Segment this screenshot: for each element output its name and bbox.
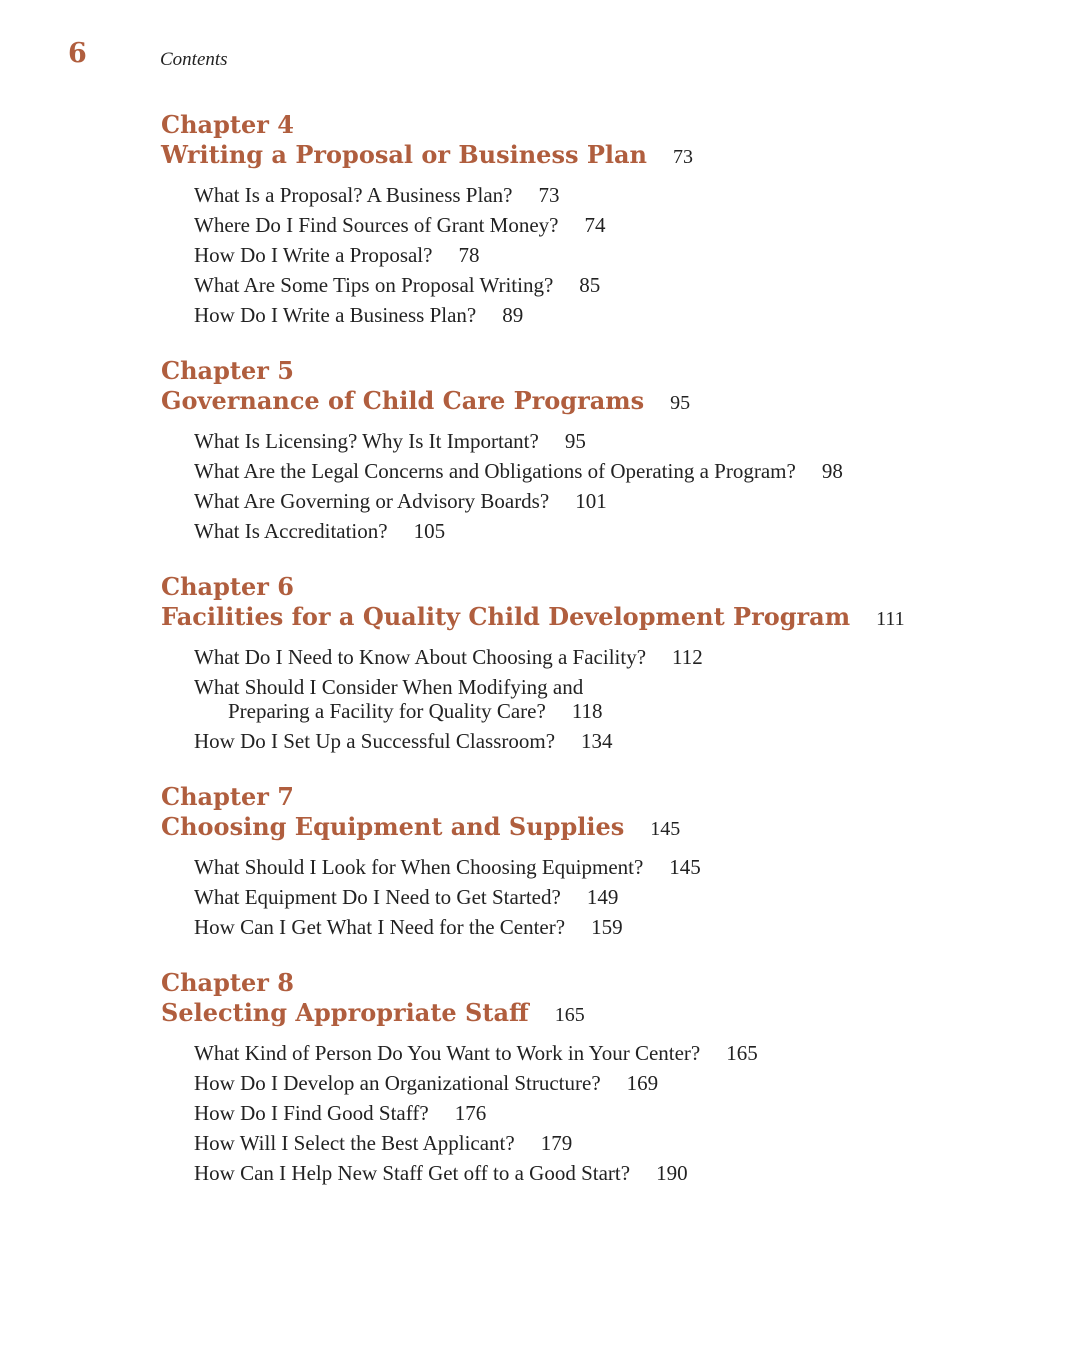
chapter-page: 73 xyxy=(673,146,693,168)
entry-text: How Do I Write a Business Plan? xyxy=(194,303,477,327)
chapter-label: Chapter 8 xyxy=(161,968,294,997)
chapter-title-text: Facilities for a Quality Child Development Program xyxy=(161,602,851,631)
chapter-7 xyxy=(161,782,1041,942)
toc-entry[interactable] xyxy=(194,210,1041,240)
entry-page: 95 xyxy=(564,429,586,453)
toc-entry[interactable] xyxy=(194,1158,1041,1188)
chapter-title[interactable] xyxy=(161,812,1041,844)
table-of-contents xyxy=(161,110,1041,1214)
entry-text: How Do I Set Up a Successful Classroom? xyxy=(194,729,556,753)
entry-list xyxy=(194,852,1041,942)
entry-page: 159 xyxy=(591,915,623,939)
chapter-title[interactable] xyxy=(161,998,1041,1030)
entry-page: 134 xyxy=(581,729,613,753)
chapter-5 xyxy=(161,356,1041,546)
entry-list xyxy=(194,1038,1041,1188)
entry-page: 89 xyxy=(502,303,524,327)
toc-entry[interactable] xyxy=(194,912,1041,942)
entry-text: How Will I Select the Best Applicant? xyxy=(194,1131,515,1155)
entry-page: 118 xyxy=(571,699,603,723)
toc-entry[interactable] xyxy=(194,426,1041,456)
toc-entry[interactable] xyxy=(194,1068,1041,1098)
chapter-title[interactable] xyxy=(161,140,1041,172)
entry-page: 73 xyxy=(538,183,560,207)
chapter-title-text: Governance of Child Care Programs xyxy=(161,386,645,415)
toc-entry[interactable] xyxy=(194,882,1041,912)
entry-page: 78 xyxy=(458,243,480,267)
chapter-8 xyxy=(161,968,1041,1188)
toc-entry[interactable] xyxy=(194,1098,1041,1128)
entry-text: What Kind of Person Do You Want to Work in Your Center? xyxy=(194,1041,701,1065)
entry-page: 74 xyxy=(584,213,606,237)
chapter-page: 145 xyxy=(650,818,681,840)
entry-text: What Is Licensing? Why Is It Important? xyxy=(194,429,539,453)
chapter-6 xyxy=(161,572,1041,756)
entry-page: 105 xyxy=(413,519,446,543)
toc-entry[interactable] xyxy=(194,486,1041,516)
entry-text: How Can I Help New Staff Get off to a Good Start? xyxy=(194,1161,631,1185)
entry-page: 112 xyxy=(672,645,703,669)
toc-entry[interactable] xyxy=(194,240,1041,270)
entry-text: How Do I Write a Proposal? xyxy=(194,243,433,267)
entry-text-line2: Preparing a Facility for Quality Care? xyxy=(228,699,546,723)
toc-entry[interactable] xyxy=(194,1128,1041,1158)
entry-text: Where Do I Find Sources of Grant Money? xyxy=(194,213,559,237)
toc-entry[interactable] xyxy=(194,726,1041,756)
entry-page: 176 xyxy=(454,1101,487,1125)
entry-page: 145 xyxy=(669,855,701,879)
chapter-label: Chapter 7 xyxy=(161,782,294,811)
entry-text: What Are the Legal Concerns and Obligations of Operating a Program? xyxy=(194,459,796,483)
running-head: Contents xyxy=(160,49,228,70)
entry-page: 98 xyxy=(821,459,843,483)
chapter-label: Chapter 5 xyxy=(161,356,294,385)
chapter-title[interactable] xyxy=(161,386,1041,418)
chapter-label: Chapter 4 xyxy=(161,110,294,139)
entry-text-continuation xyxy=(194,699,1041,723)
toc-entry[interactable] xyxy=(194,1038,1041,1068)
entry-text: What Should I Consider When Modifying and xyxy=(194,675,584,699)
entry-text: What Are Some Tips on Proposal Writing? xyxy=(194,273,554,297)
toc-entry[interactable] xyxy=(194,180,1041,210)
entry-page: 149 xyxy=(586,885,619,909)
toc-entry[interactable] xyxy=(194,300,1041,330)
entry-list xyxy=(194,642,1041,756)
toc-entry[interactable] xyxy=(194,516,1041,546)
toc-entry[interactable] xyxy=(194,456,1041,486)
entry-text: What Should I Look for When Choosing Equipment? xyxy=(194,855,644,879)
chapter-page: 111 xyxy=(876,608,905,630)
page-number: 6 xyxy=(68,38,87,69)
entry-text: How Can I Get What I Need for the Center? xyxy=(194,915,566,939)
entry-page: 101 xyxy=(575,489,607,513)
chapter-title-text: Writing a Proposal or Business Plan xyxy=(161,140,647,169)
chapter-4 xyxy=(161,110,1041,330)
entry-page: 165 xyxy=(726,1041,758,1065)
toc-entry[interactable] xyxy=(194,270,1041,300)
entry-text: How Do I Find Good Staff? xyxy=(194,1101,429,1125)
toc-entry[interactable] xyxy=(194,675,1041,723)
entry-text: What Are Governing or Advisory Boards? xyxy=(194,489,550,513)
chapter-title[interactable] xyxy=(161,602,1041,634)
entry-text: What Equipment Do I Need to Get Started? xyxy=(194,885,561,909)
chapter-title-text: Selecting Appropriate Staff xyxy=(161,998,529,1027)
entry-list xyxy=(194,180,1041,330)
chapter-title-text: Choosing Equipment and Supplies xyxy=(161,812,625,841)
entry-page: 179 xyxy=(540,1131,573,1155)
entry-text: What Is Accreditation? xyxy=(194,519,388,543)
entry-text: How Do I Develop an Organizational Structure? xyxy=(194,1071,601,1095)
chapter-label: Chapter 6 xyxy=(161,572,294,601)
entry-text: What Do I Need to Know About Choosing a Facility? xyxy=(194,645,647,669)
toc-entry[interactable] xyxy=(194,642,1041,672)
entry-page: 190 xyxy=(656,1161,688,1185)
entry-text: What Is a Proposal? A Business Plan? xyxy=(194,183,513,207)
chapter-page: 95 xyxy=(670,392,691,414)
toc-entry[interactable] xyxy=(194,852,1041,882)
entry-page: 85 xyxy=(579,273,601,297)
entry-page: 169 xyxy=(626,1071,659,1095)
chapter-page: 165 xyxy=(554,1004,585,1026)
entry-list xyxy=(194,426,1041,546)
